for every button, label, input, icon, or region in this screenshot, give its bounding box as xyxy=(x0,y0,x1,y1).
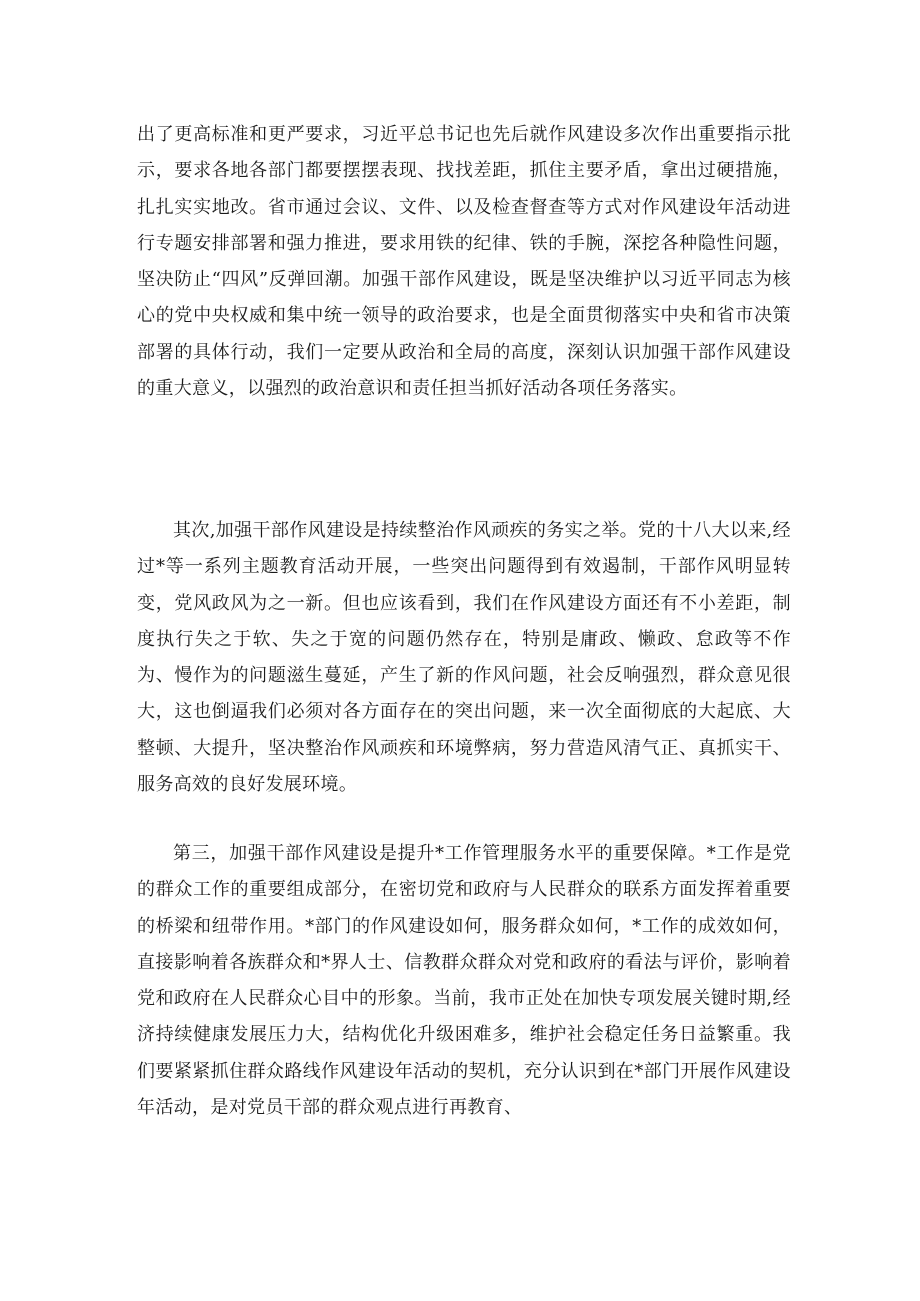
paragraph-1: 出了更高标准和更严要求，习近平总书记也先后就作风建设多次作出重要指示批示，要求各地各部门都要摆摆表现、找找差距，抓住主要矛盾，拿出过硬措施，扎扎实实地改。省市通过会议、文件、以及检查督查等方式对作风建设年活动进行专题安排部署和强力推进，要求用铁的纪律、铁的手腕，深挖各种隐性问题，坚决防止“四风”反弹回潮。加强干部作风建设，既是坚决维护以习近平同志为核心的党中央权威和集中统一领导的政治要求，也是全面贯彻落实中央和省市决策部署的具体行动，我们一定要从政治和全局的高度，深刻认识加强干部作风建设的重大意义，以强烈的政治意识和责任担当抓好活动各项任务落实。 xyxy=(137,124,791,400)
paragraph-3: 第三，加强干部作风建设是提升*工作管理服务水平的重要保障。*工作是党的群众工作的重要组成部分，在密切党和政府与人民群众的联系方面发挥着重要的桥梁和纽带作用。*部门的作风建设如何，服务群众如何，*工作的成效如何，直接影响着各族群众和*界人士、信教群众群众对党和政府的看法与评价，影响着党和政府在人民群众心目中的形象。当前，我市正处在加快专项发展关键时期,经济持续健康发展压力大，结构优化升级困难多，维护社会稳定任务日益繁重。我们要紧紧抓住群众路线作风建设年活动的契机，充分认识到在*部门开展作风建设年活动，是对党员干部的群众观点进行再教育、 xyxy=(137,843,791,1119)
paragraph-2: 其次,加强干部作风建设是持续整治作风顽疾的务实之举。党的十八大以来,经过*等一系列主题教育活动开展，一些突出问题得到有效遏制，干部作风明显转变，党风政风为之一新。但也应该看到，我们在作风建设方面还有不小差距，制度执行失之于软、失之于宽的问题仍然存在，特别是庸政、懒政、怠政等不作为、慢作为的问题滋生蔓延，产生了新的作风问题，社会反响强烈，群众意见很大，这也倒逼我们必须对各方面存在的突出问题，来一次全面彻底的大起底、大整顿、大提升，坚决整治作风顽疾和环境弊病，努力营造风清气正、真抓实干、服务高效的良好发展环境。 xyxy=(137,520,791,796)
